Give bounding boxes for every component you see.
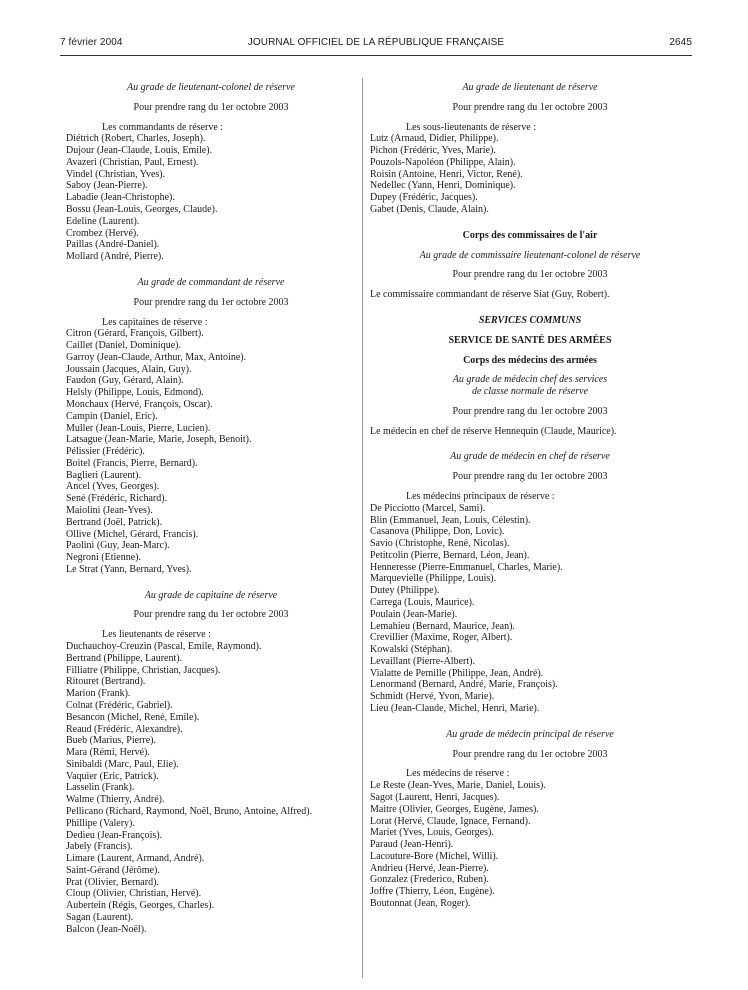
name-entry: Andrieu (Hervé, Jean-Pierre). [370, 862, 489, 874]
intro-line: Les médecins de réserve : [406, 768, 510, 780]
grade-heading: Au grade de capitaine de réserve [144, 589, 278, 601]
header-journal-title: JOURNAL OFFICIEL DE LA RÉPUBLIQUE FRANÇAISE [247, 37, 505, 48]
rang-line: Pour prendre rang du 1er octobre 2003 [452, 748, 608, 760]
name-entry: Marion (Frank). [66, 688, 131, 700]
name-entry: Edeline (Laurent). [66, 215, 140, 227]
rang-line: Pour prendre rang du 1er octobre 2003 [133, 609, 289, 621]
name-entry: Dupey (Frédéric, Jacques). [370, 192, 478, 204]
name-entry: Lieu (Jean-Claude, Michel, Henri, Marie). [370, 703, 540, 715]
service-sante-heading: SERVICE DE SANTÉ DES ARMÉES [448, 334, 612, 346]
name-entry: Lemahieu (Bernard, Maurice, Jean). [370, 620, 515, 632]
intro-line: Les capitaines de réserve : [102, 316, 208, 328]
intro-line: Les commandants de réserve : [102, 121, 224, 133]
corps-heading-medecins: Corps des médecins des armées [463, 354, 597, 366]
name-entry: Dutey (Philippe). [370, 585, 440, 597]
name-entry: Lutz (Arnaud, Didier, Philippe). [370, 133, 499, 145]
intro-line: Les sous-lieutenants de réserve : [406, 121, 536, 133]
name-entry: Cloup (Olivier, Christian, Hervé). [66, 888, 202, 900]
grade-heading: Au grade de médecin principal de réserve [446, 728, 614, 740]
name-entry: Le Strat (Yann, Bernard, Yves). [66, 563, 192, 575]
name-entry: Duchauchoy-Creuzin (Pascal, Emile, Raymond). [66, 641, 262, 653]
name-entry: Ritouret (Bertrand). [66, 676, 146, 688]
header-date: 7 février 2004 [60, 37, 123, 48]
section-commandant [66, 277, 356, 576]
name-entry: Pouzols-Napoléon (Philippe, Alain). [370, 156, 516, 168]
name-entry: Casanova (Philippe, Don, Lovic). [370, 526, 505, 538]
grade-heading: Au grade de lieutenant-colonel de réserve [127, 82, 295, 93]
name-entry: Campin (Daniel, Eric). [66, 410, 158, 422]
name-entry: Ollive (Michel, Gérard, Francis). [66, 528, 199, 540]
name-entry: Caillet (Daniel, Dominique). [66, 340, 181, 352]
section-lieutenant [370, 82, 690, 216]
name-entry: Savio (Christophe, René, Nicolas). [370, 538, 510, 550]
name-entry: Nedellec (Yann, Henri, Dominique). [370, 180, 516, 192]
name-entry: Carrega (Louis, Maurice). [370, 597, 475, 608]
right-column [370, 82, 690, 910]
name-entry: Bertrand (Joël, Patrick). [66, 516, 163, 528]
rang-line: Pour prendre rang du 1er octobre 2003 [452, 101, 608, 113]
name-entry: Crevillier (Maxime, Roger, Albert). [370, 632, 513, 644]
name-entry: Gabet (Denis, Claude, Alain). [370, 204, 489, 216]
name-entry: Colnat (Frédéric, Gabriel). [66, 699, 173, 711]
name-entry: Saboy (Jean-Pierre). [66, 180, 148, 192]
name-entry: Vindel (Christian, Yves). [66, 168, 166, 180]
grade-heading: Au grade de lieutenant de réserve [462, 82, 598, 93]
name-entry: Phillipe (Valery). [66, 817, 135, 829]
name-entry: Joussain (Jacques, Alain, Guy). [66, 363, 192, 375]
name-entry: Lorat (Hervé, Claude, Ignace, Fernand). [370, 815, 531, 827]
rang-line: Pour prendre rang du 1er octobre 2003 [133, 296, 289, 308]
name-entry: Paillas (André-Daniel). [66, 239, 160, 251]
name-entry: Le Reste (Jean-Yves, Marie, Daniel, Louis). [370, 780, 546, 792]
name-entry: Petitcolin (Pierre, Bernard, Léon, Jean). [370, 549, 530, 561]
name-entry: Vialatte de Pemille (Philippe, Jean, André). [370, 667, 544, 679]
header-page-number: 2645 [669, 37, 692, 48]
name-entry: Lenormand (Bernard, André, Marie, François). [370, 679, 558, 691]
name-entry: Aubertein (Régis, Georges, Charles). [66, 900, 215, 912]
name-entry: Dujour (Jean-Claude, Louis, Emile). [66, 145, 213, 157]
name-entry: Saint-Gérand (Jérôme). [66, 864, 160, 876]
appointment-text: Le médecin en chef de réserve Hennequin (Claude, Maurice). [370, 425, 617, 437]
name-entry: Levaillant (Pierre-Albert). [370, 655, 475, 667]
name-entry: Sinibaldi (Marc, Paul, Elie). [66, 758, 179, 770]
name-entry: Paolini (Guy, Jean-Marc). [66, 540, 170, 552]
corps-heading-air: Corps des commissaires de l'air [462, 229, 598, 241]
rang-line: Pour prendre rang du 1er octobre 2003 [452, 269, 608, 281]
name-entry: Bossu (Jean-Louis, Georges, Claude). [66, 204, 218, 216]
page-header [60, 37, 692, 51]
name-entry: Baglieri (Laurent). [66, 469, 141, 481]
name-entry: Garroy (Jean-Claude, Arthur, Max, Antoine). [66, 351, 247, 363]
rang-line: Pour prendre rang du 1er octobre 2003 [452, 471, 608, 483]
left-column [66, 82, 356, 936]
section-medecin-principal [370, 729, 690, 910]
name-entry: Kowalski (Stéphan). [370, 644, 453, 656]
rang-line: Pour prendre rang du 1er octobre 2003 [133, 101, 289, 113]
rang-line: Pour prendre rang du 1er octobre 2003 [452, 405, 608, 417]
name-entry: Maitre (Olivier, Georges, Eugène, James). [370, 803, 539, 815]
name-entry: Balcon (Jean-Noël). [66, 923, 147, 935]
name-list [66, 133, 356, 263]
section-medecin-chef [370, 451, 690, 714]
section-capitaine [66, 590, 356, 936]
name-entry: Sagot (Laurent, Henri, Jacques). [370, 791, 500, 803]
name-entry: Pellicano (Richard, Raymond, Noël, Bruno, Antoine, Alfred). [66, 805, 313, 817]
name-entry: Faudon (Guy, Gérard, Alain). [66, 375, 184, 387]
name-entry: Avazeri (Christian, Paul, Ernest). [66, 156, 199, 168]
section-medecin-chef-services [370, 374, 690, 437]
name-entry: Mollard (André, Pierre). [66, 251, 164, 263]
name-entry: Bueb (Marius, Pierre). [66, 735, 156, 747]
services-communs-heading: SERVICES COMMUNS [478, 314, 582, 326]
name-entry: Pélissier (Frédéric). [66, 446, 145, 458]
name-entry: Filliatre (Philippe, Christian, Jacques). [66, 664, 221, 676]
header-rule [60, 55, 692, 56]
name-entry: Lacouture-Bore (Michel, Willi). [370, 850, 499, 862]
name-entry: Gonzalez (Frederico, Ruben). [370, 874, 489, 886]
name-entry: Schmidt (Hervé, Yvon, Marie). [370, 691, 495, 703]
name-entry: Lasselin (Frank). [66, 782, 135, 794]
section-lieutenant-colonel [66, 82, 356, 263]
name-entry: Henneresse (Pierre-Emmanuel, Charles, Marie). [370, 561, 563, 573]
name-entry: Paraud (Jean-Henri). [370, 839, 454, 851]
name-entry: Sené (Frédéric, Richard). [66, 493, 168, 505]
grade-heading: Au grade de commandant de réserve [137, 276, 285, 288]
name-entry: De Picciotto (Marcel, Sami). [370, 502, 486, 514]
name-entry: Boitel (Francis, Pierre, Bernard). [66, 457, 198, 469]
name-entry: Blin (Emmanuel, Jean, Louis, Célestin). [370, 514, 531, 526]
name-entry: Joffre (Thierry, Léon, Eugène). [370, 886, 495, 898]
name-list [66, 641, 356, 936]
name-entry: Prat (Olivier, Bernard). [66, 876, 159, 888]
name-entry: Limare (Laurent, Armand, André). [66, 853, 205, 865]
name-entry: Dedieu (Jean-François). [66, 829, 163, 841]
name-entry: Maiolini (Jean-Yves). [66, 505, 153, 516]
name-entry: Citron (Gérard, François, Gilbert). [66, 328, 204, 340]
intro-line: Les médecins principaux de réserve : [406, 490, 555, 502]
name-entry: Helsly (Philippe, Louis, Edmond). [66, 387, 204, 399]
name-entry: Reaud (Frédéric, Alexandre). [66, 723, 183, 735]
name-entry: Marquevielle (Philippe, Louis). [370, 573, 497, 585]
name-list [66, 328, 356, 575]
name-list [370, 503, 690, 715]
name-entry: Bertrand (Philippe, Laurent). [66, 652, 183, 664]
grade-heading: Au grade de médecin en chef de réserve [450, 451, 610, 463]
name-entry: Negroni (Etienne). [66, 552, 141, 564]
name-entry: Monchaux (Hervé, François, Oscar). [66, 398, 213, 410]
name-entry: Ancel (Yves, Georges). [66, 481, 160, 493]
name-entry: Vaquier (Eric, Patrick). [66, 770, 159, 782]
name-list [370, 780, 690, 910]
name-entry: Poulain (Jean-Marie). [370, 608, 458, 620]
name-entry: Mariet (Yves, Louis, Georges). [370, 827, 494, 839]
name-entry: Roisin (Antoine, Henri, Victor, René). [370, 168, 523, 180]
grade-heading-line1: Au grade de médecin chef des services [452, 374, 608, 386]
name-entry: Diétrich (Robert, Charles, Joseph). [66, 133, 206, 145]
name-entry: Besancon (Michel, René, Emile). [66, 711, 200, 723]
name-entry: Boutonnat (Jean, Roger). [370, 897, 471, 909]
name-entry: Mara (Rémi, Hervé). [66, 747, 150, 759]
name-entry: Labadie (Jean-Christophe). [66, 192, 175, 204]
name-entry: Crombez (Hervé). [66, 227, 139, 239]
section-commissaire [370, 250, 690, 301]
name-entry: Latsague (Jean-Marie, Marie, Joseph, Benoit). [66, 434, 252, 446]
intro-line: Les lieutenants de réserve : [102, 629, 211, 641]
name-list [370, 133, 690, 215]
grade-heading: Au grade de commissaire lieutenant-colonel de réserve [419, 249, 641, 261]
column-divider [362, 78, 363, 978]
grade-heading-line2: de classe normale de réserve [471, 386, 589, 398]
name-entry: Pichon (Frédéric, Yves, Marie). [370, 145, 496, 157]
name-entry: Jabely (Francis). [66, 841, 133, 853]
name-entry: Muller (Jean-Louis, Pierre, Lucien). [66, 422, 211, 434]
name-entry: Walme (Thierry, André). [66, 794, 165, 806]
appointment-text: Le commissaire commandant de réserve Siat (Guy, Robert). [370, 289, 610, 301]
name-entry: Sagan (Laurent). [66, 912, 134, 923]
